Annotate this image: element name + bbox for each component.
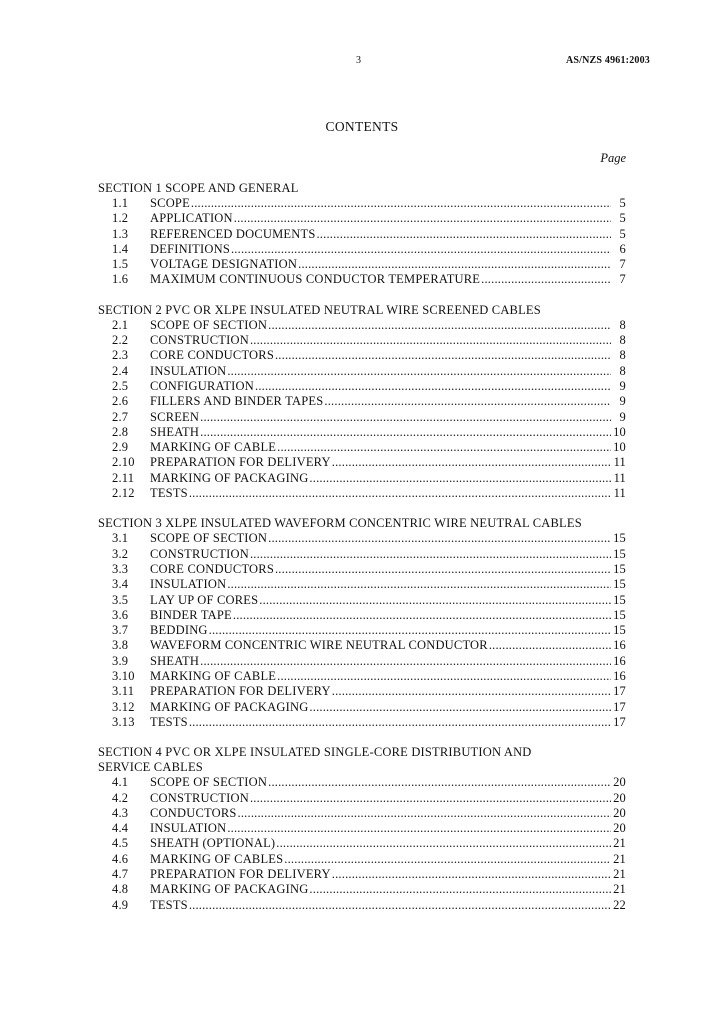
entry-page-number: 17 xyxy=(613,714,626,729)
entry-title: CONSTRUCTION xyxy=(150,546,249,561)
toc-entry[interactable] xyxy=(98,486,626,501)
entry-number: 2.5 xyxy=(112,378,129,393)
entry-number: 1.3 xyxy=(112,226,129,241)
toc-entry[interactable] xyxy=(98,425,626,440)
toc-entry[interactable] xyxy=(98,211,626,226)
dot-leader xyxy=(332,684,611,699)
entry-title: SCOPE OF SECTION xyxy=(150,317,268,332)
toc-entry[interactable] xyxy=(98,562,626,577)
entry-page-number: 9 xyxy=(619,394,626,409)
dot-leader xyxy=(255,379,611,394)
toc-entry[interactable] xyxy=(98,715,626,730)
entry-number: 4.6 xyxy=(112,851,129,866)
dot-leader xyxy=(234,211,611,226)
section-heading-continued[interactable]: SERVICE CABLES xyxy=(98,760,203,775)
entry-page-number: 8 xyxy=(619,333,626,348)
entry-page-number: 21 xyxy=(613,866,626,881)
toc-entry[interactable] xyxy=(98,669,626,684)
dot-leader xyxy=(250,333,611,348)
dot-leader xyxy=(316,227,611,242)
entry-page-number: 20 xyxy=(613,775,626,790)
dot-leader xyxy=(332,455,611,470)
dot-leader xyxy=(209,623,611,638)
toc-entry[interactable] xyxy=(98,272,626,287)
toc-section xyxy=(98,745,626,913)
entry-number: 3.7 xyxy=(112,623,129,638)
toc-entry[interactable] xyxy=(98,700,626,715)
entry-page-number: 15 xyxy=(613,607,626,622)
entry-title: MARKING OF CABLE xyxy=(150,669,277,684)
entry-number: 3.1 xyxy=(112,531,129,546)
toc-entry[interactable] xyxy=(98,867,626,882)
entry-title: SCOPE OF SECTION xyxy=(150,531,268,546)
entry-title: MARKING OF CABLES xyxy=(150,851,284,866)
dot-leader xyxy=(276,836,611,851)
toc-entry[interactable] xyxy=(98,608,626,623)
entry-number: 3.3 xyxy=(112,561,129,576)
entry-page-number: 8 xyxy=(619,348,626,363)
dot-leader xyxy=(284,852,611,867)
entry-number: 2.4 xyxy=(112,363,129,378)
toc-entry[interactable] xyxy=(98,654,626,669)
entry-page-number: 20 xyxy=(613,805,626,820)
entry-title: BINDER TAPE xyxy=(150,607,232,622)
entry-title: TESTS xyxy=(150,714,188,729)
toc-entry[interactable] xyxy=(98,531,626,546)
toc-entry[interactable] xyxy=(98,593,626,608)
dot-leader xyxy=(298,257,611,272)
dot-leader xyxy=(227,364,611,379)
entry-title: TESTS xyxy=(150,486,188,501)
entry-number: 3.2 xyxy=(112,546,129,561)
toc-entry[interactable] xyxy=(98,227,626,242)
entry-title: INSULATION xyxy=(150,821,227,836)
entry-page-number: 9 xyxy=(619,378,626,393)
entry-page-number: 5 xyxy=(619,226,626,241)
entry-number: 1.6 xyxy=(112,272,129,287)
toc-entry[interactable] xyxy=(98,348,626,363)
entry-page-number: 21 xyxy=(613,851,626,866)
toc-entry[interactable] xyxy=(98,791,626,806)
entry-number: 1.5 xyxy=(112,257,129,272)
entry-page-number: 15 xyxy=(613,623,626,638)
dot-leader xyxy=(259,593,611,608)
dot-leader xyxy=(227,821,611,836)
entry-page-number: 7 xyxy=(619,257,626,272)
entry-number: 2.9 xyxy=(112,440,129,455)
page-title: CONTENTS xyxy=(325,119,399,134)
entry-title: APPLICATION xyxy=(150,211,233,226)
entry-number: 4.1 xyxy=(112,775,129,790)
dot-leader xyxy=(275,562,611,577)
toc-section xyxy=(98,181,626,288)
dot-leader xyxy=(200,654,611,669)
entry-title: DEFINITIONS xyxy=(150,241,230,256)
entry-page-number: 15 xyxy=(613,546,626,561)
entry-page-number: 21 xyxy=(613,882,626,897)
entry-number: 2.8 xyxy=(112,424,129,439)
entry-page-number: 22 xyxy=(613,897,626,912)
entry-page-number: 15 xyxy=(613,592,626,607)
toc-entry[interactable] xyxy=(98,806,626,821)
dot-leader xyxy=(189,486,611,501)
toc-entry[interactable] xyxy=(98,257,626,272)
entry-title: CONDUCTORS xyxy=(150,805,237,820)
entry-title: CONSTRUCTION xyxy=(150,790,249,805)
entry-number: 3.10 xyxy=(112,669,135,684)
toc-section xyxy=(98,516,626,730)
dot-leader xyxy=(309,700,611,715)
entry-number: 2.6 xyxy=(112,394,129,409)
entry-title: TESTS xyxy=(150,897,188,912)
toc-entry[interactable] xyxy=(98,318,626,333)
entry-number: 3.9 xyxy=(112,653,129,668)
entry-page-number: 17 xyxy=(613,684,626,699)
dot-leader xyxy=(200,425,611,440)
toc-section xyxy=(98,303,626,502)
toc-entry[interactable] xyxy=(98,623,626,638)
entry-title: INSULATION xyxy=(150,577,227,592)
entry-title: WAVEFORM CONCENTRIC WIRE NEUTRAL CONDUCTOR xyxy=(150,638,488,653)
entry-page-number: 15 xyxy=(613,577,626,592)
entry-number: 4.4 xyxy=(112,821,129,836)
entry-number: 1.4 xyxy=(112,241,129,256)
dot-leader xyxy=(275,348,611,363)
entry-title: SHEATH xyxy=(150,653,200,668)
entry-page-number: 15 xyxy=(613,561,626,576)
entry-number: 3.4 xyxy=(112,577,129,592)
entry-number: 2.1 xyxy=(112,317,129,332)
entry-page-number: 20 xyxy=(613,790,626,805)
entry-page-number: 11 xyxy=(613,486,626,501)
dot-leader xyxy=(189,898,611,913)
toc-entry[interactable] xyxy=(98,882,626,897)
dot-leader xyxy=(309,471,611,486)
toc-entry[interactable] xyxy=(98,455,626,470)
toc-entry[interactable] xyxy=(98,410,626,425)
toc-entry[interactable] xyxy=(98,775,626,790)
dot-leader xyxy=(481,272,611,287)
dot-leader xyxy=(268,531,611,546)
entry-title: VOLTAGE DESIGNATION xyxy=(150,257,298,272)
entry-title: MARKING OF PACKAGING xyxy=(150,699,309,714)
entry-number: 3.6 xyxy=(112,607,129,622)
entry-title: SCOPE xyxy=(150,196,190,210)
toc-entry[interactable] xyxy=(98,852,626,867)
toc-entry[interactable] xyxy=(98,821,626,836)
entry-page-number: 10 xyxy=(613,440,626,455)
entry-page-number: 16 xyxy=(613,669,626,684)
section-heading[interactable]: SECTION 1 SCOPE AND GENERAL xyxy=(98,181,299,195)
entry-title: INSULATION xyxy=(150,363,227,378)
entry-number: 3.5 xyxy=(112,592,129,607)
toc-entry[interactable] xyxy=(98,684,626,699)
toc-entry[interactable] xyxy=(98,440,626,455)
entry-page-number: 6 xyxy=(619,241,626,256)
entry-number: 3.12 xyxy=(112,699,135,714)
dot-leader xyxy=(324,394,611,409)
toc-entry[interactable] xyxy=(98,638,626,653)
toc-entry[interactable] xyxy=(98,898,626,913)
entry-number: 2.3 xyxy=(112,348,129,363)
entry-title: CORE CONDUCTORS xyxy=(150,561,274,576)
entry-number: 3.11 xyxy=(112,684,135,699)
entry-title: CORE CONDUCTORS xyxy=(150,348,274,363)
dot-leader xyxy=(268,775,611,790)
entry-number: 2.10 xyxy=(112,455,135,470)
entry-page-number: 5 xyxy=(619,211,626,226)
dot-leader xyxy=(227,577,611,592)
toc-entry[interactable] xyxy=(98,333,626,348)
dot-leader xyxy=(231,242,611,257)
entry-number: 4.9 xyxy=(112,897,129,912)
entry-number: 3.8 xyxy=(112,638,129,653)
entry-page-number: 11 xyxy=(613,470,626,485)
dot-leader xyxy=(191,196,611,211)
page-number: 3 xyxy=(356,55,361,66)
entry-number: 4.7 xyxy=(112,866,129,881)
entry-number: 4.5 xyxy=(112,836,129,851)
entry-number: 4.3 xyxy=(112,805,129,820)
toc-entry[interactable] xyxy=(98,836,626,851)
entry-page-number: 17 xyxy=(613,699,626,714)
entry-title: FILLERS AND BINDER TAPES xyxy=(150,394,324,409)
entry-title: SCOPE OF SECTION xyxy=(150,775,268,790)
entry-title: BEDDING xyxy=(150,623,208,638)
dot-leader xyxy=(277,669,611,684)
entry-page-number: 15 xyxy=(613,531,626,546)
dot-leader xyxy=(489,638,611,653)
entry-title: MARKING OF PACKAGING xyxy=(150,470,309,485)
section-heading[interactable]: SECTION 2 PVC OR XLPE INSULATED NEUTRAL WIRE SCREENED CABLES xyxy=(98,302,541,317)
entry-title: CONFIGURATION xyxy=(150,378,254,393)
dot-leader xyxy=(233,608,611,623)
entry-page-number: 16 xyxy=(613,653,626,668)
toc-entry[interactable] xyxy=(98,547,626,562)
entry-page-number: 8 xyxy=(619,317,626,332)
entry-page-number: 10 xyxy=(613,424,626,439)
entry-title: MARKING OF CABLE xyxy=(150,440,277,455)
dot-leader xyxy=(277,440,611,455)
entry-page-number: 8 xyxy=(619,363,626,378)
dot-leader xyxy=(250,547,611,562)
entry-page-number: 5 xyxy=(619,196,626,210)
entry-number: 3.13 xyxy=(112,714,135,729)
entry-title: MARKING OF PACKAGING xyxy=(150,882,309,897)
section-heading[interactable]: SECTION 4 PVC OR XLPE INSULATED SINGLE-CORE DISTRIBUTION AND xyxy=(98,745,532,760)
entry-page-number: 7 xyxy=(619,272,626,287)
dot-leader xyxy=(309,882,611,897)
entry-number: 2.12 xyxy=(112,486,135,501)
entry-title: SCREEN xyxy=(150,409,200,424)
entry-number: 4.8 xyxy=(112,882,129,897)
entry-page-number: 20 xyxy=(613,821,626,836)
dot-leader xyxy=(268,318,611,333)
entry-number: 1.2 xyxy=(112,211,129,226)
dot-leader xyxy=(250,791,611,806)
entry-page-number: 21 xyxy=(613,836,626,851)
entry-title: PREPARATION FOR DELIVERY xyxy=(150,866,331,881)
toc-entry[interactable] xyxy=(98,196,626,211)
entry-number: 2.2 xyxy=(112,333,129,348)
entry-number: 2.7 xyxy=(112,409,129,424)
entry-page-number: 11 xyxy=(613,455,626,470)
dot-leader xyxy=(238,806,611,821)
dot-leader xyxy=(332,867,611,882)
entry-page-number: 16 xyxy=(613,638,626,653)
entry-title: MAXIMUM CONTINUOUS CONDUCTOR TEMPERATURE xyxy=(150,272,481,287)
entry-title: LAY UP OF CORES xyxy=(150,592,259,607)
entry-number: 4.2 xyxy=(112,790,129,805)
toc-entry[interactable] xyxy=(98,379,626,394)
dot-leader xyxy=(189,715,611,730)
standard-designation: AS/NZS 4961:2003 xyxy=(565,55,650,66)
toc-entry[interactable] xyxy=(98,471,626,486)
section-heading[interactable]: SECTION 3 XLPE INSULATED WAVEFORM CONCENTRIC WIRE NEUTRAL CABLES xyxy=(98,516,582,531)
table-of-contents xyxy=(98,181,626,928)
entry-title: SHEATH xyxy=(150,424,200,439)
entry-page-number: 9 xyxy=(619,409,626,424)
entry-title: PREPARATION FOR DELIVERY xyxy=(150,455,331,470)
entry-title: CONSTRUCTION xyxy=(150,333,249,348)
toc-entry[interactable] xyxy=(98,394,626,409)
toc-entry[interactable] xyxy=(98,242,626,257)
toc-entry[interactable] xyxy=(98,364,626,379)
page-column-label: Page xyxy=(600,151,626,165)
toc-entry[interactable] xyxy=(98,577,626,592)
entry-number: 1.1 xyxy=(112,196,129,210)
entry-title: PREPARATION FOR DELIVERY xyxy=(150,684,331,699)
dot-leader xyxy=(200,410,611,425)
entry-number: 2.11 xyxy=(112,470,135,485)
entry-title: REFERENCED DOCUMENTS xyxy=(150,226,316,241)
entry-title: SHEATH (OPTIONAL) xyxy=(150,836,276,851)
